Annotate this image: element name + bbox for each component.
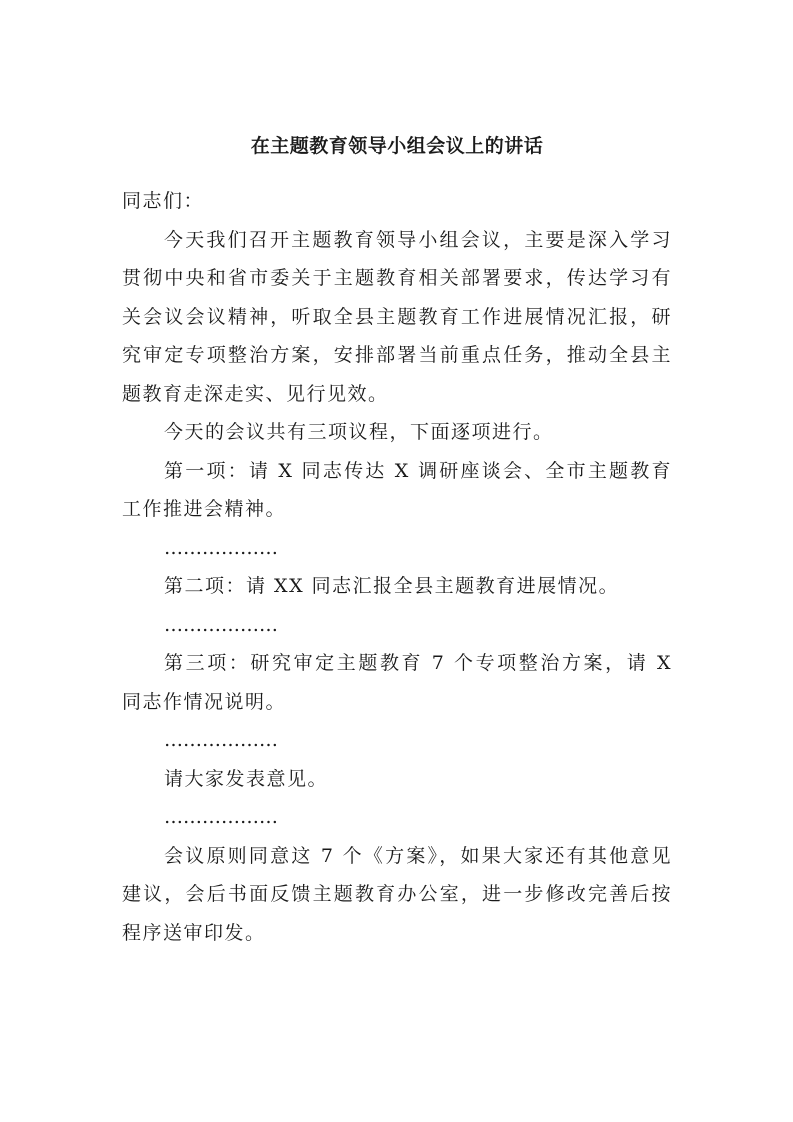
paragraph-item-two: 第二项：请 XX 同志汇报全县主题教育进展情况。 [164, 575, 620, 597]
document-body [122, 128, 672, 952]
ellipsis-separator-2: ……………… [164, 613, 278, 636]
document-title: 在主题教育领导小组会议上的讲话 [250, 135, 544, 157]
ellipsis-separator-3: ……………… [164, 729, 278, 751]
paragraph-conclusion: 会议原则同意这 7 个《方案》，如果大家还有其他意见建议，会后书面反馈主题教育办公室，进一步修改完善后按程序送审印发。 [122, 844, 672, 944]
salutation: 同志们： [122, 190, 205, 212]
paragraph-opinion-request: 请大家发表意见。 [164, 767, 329, 790]
paragraph-item-one: 第一项：请 X 同志传达 X 调研座谈会、全市主题教育工作推进会精神。 [122, 459, 672, 520]
paragraph-item-three: 第三项：研究审定主题教育 7 个专项整治方案，请 X 同志作情况说明。 [122, 652, 672, 713]
ellipsis-separator-1: ……………… [164, 536, 278, 559]
paragraph-agenda: 今天的会议共有三项议程，下面逐项进行。 [164, 421, 554, 443]
paragraph-intro: 今天我们召开主题教育领导小组会议，主要是深入学习贯彻中央和省市委关于主题教育相关部署要求，传达学习有关会议会议精神，听取全县主题教育工作进展情况汇报，研究审定专项整治方案，安排部署当前重点任务，推动全县主题教育走深走实、见行见效。 [122, 228, 672, 405]
ellipsis-separator-4: ……………… [164, 806, 278, 828]
